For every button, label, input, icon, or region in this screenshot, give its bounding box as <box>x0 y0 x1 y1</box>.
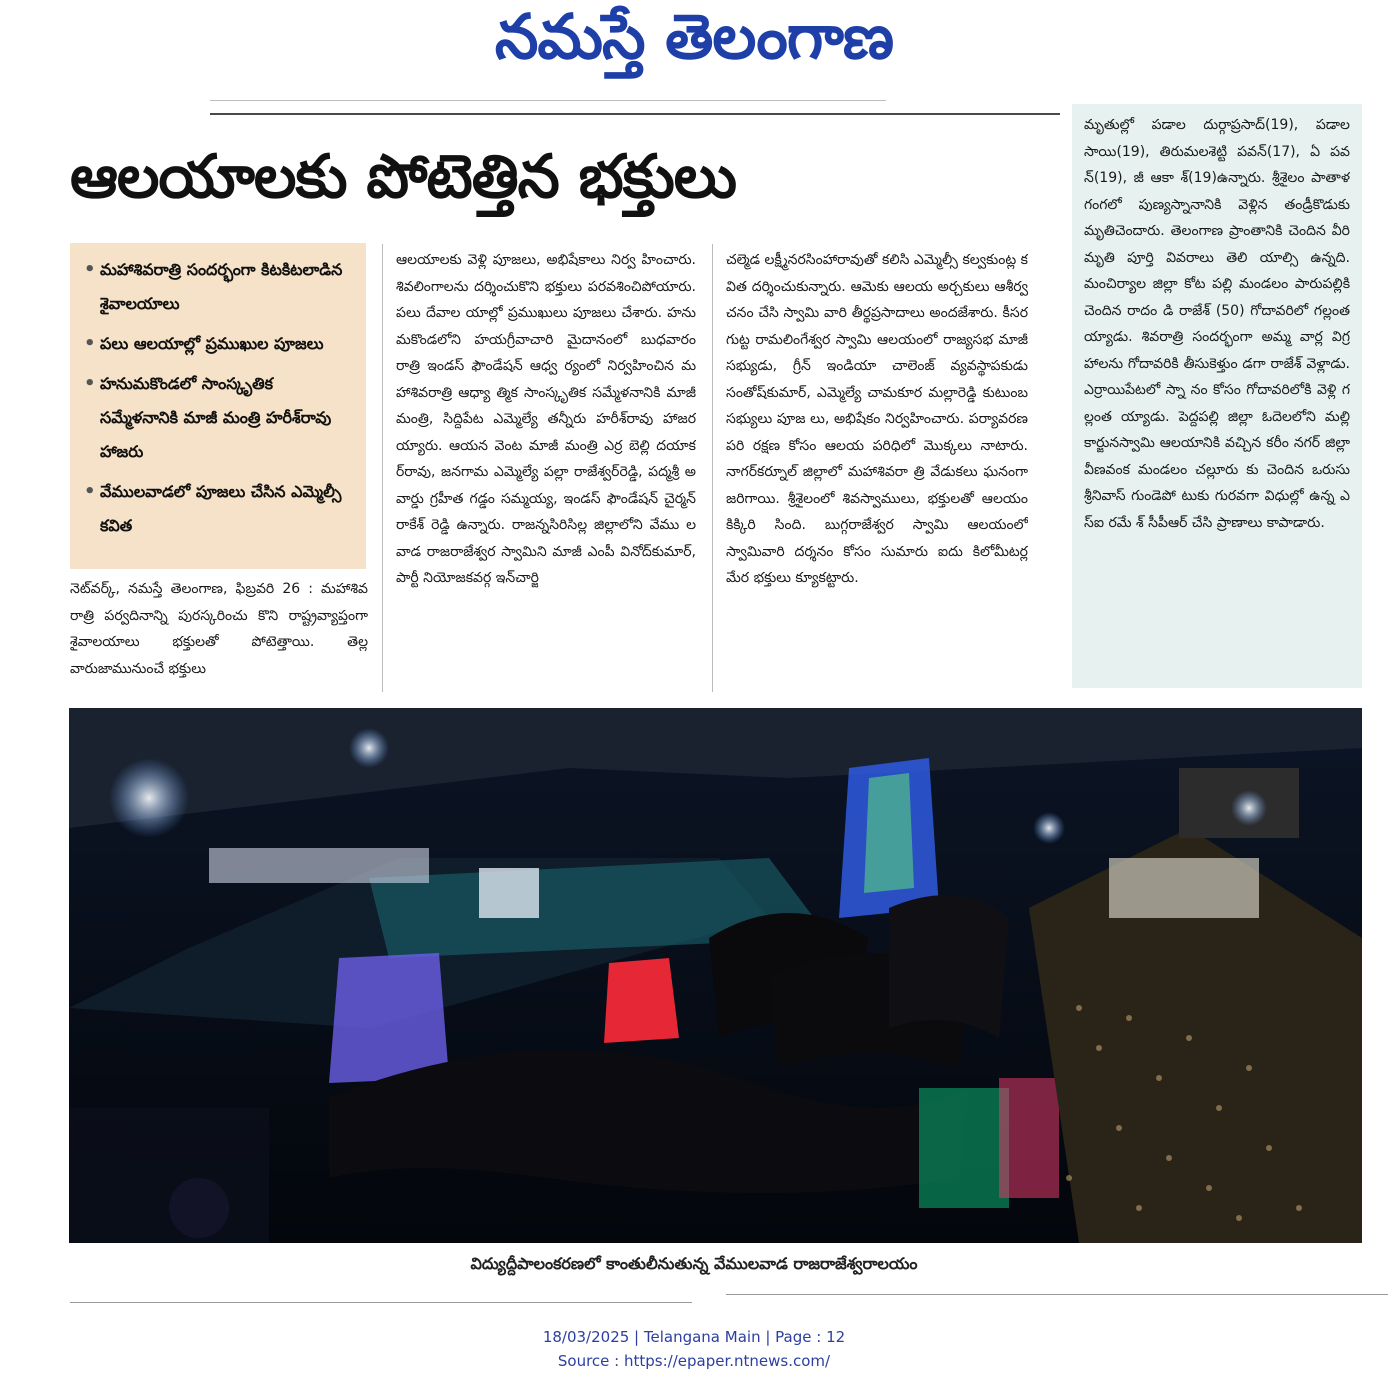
photo-caption: విద్యుద్దీపాలంకరణలో కాంతులీనుతున్న వేములవాడ రాజరాజేశ్వరాలయం <box>470 1254 918 1273</box>
article-column-2: ఆలయాలకు వెళ్లి పూజలు, అభిషేకాలు నిర్వ హించారు. శివలింగాలను దర్శించుకొని భక్తులు పరవశించిపోయారు. పలు దేవాల యాల్లో ప్రముఖులు పూజలు చేశారు. హను మకొండలోని హయగ్రీవాచారి మైదానంలో బుధవారం రాత్రి ఇండస్ ఫౌండేషన్ ఆధ్వ ర్యంలో నిర్వహించిన మహాశివరాత్రి ఆధ్యా త్మిక సాంస్కృతిక సమ్మేళనానికి మాజీ మంత్రి, సిద్దిపేట ఎమ్మెల్యే తన్నీరు హరీశ్‌రావు హాజర య్యారు. ఆయన వెంట మాజీ మంత్రి ఎర్ర బెల్లి దయాకర్‌రావు, జనగామ ఎమ్మెల్యే పల్లా రాజేశ్వర్‌రెడ్డి, పద్మశ్రీ అవార్డు గ్రహీత గడ్డం సమ్మయ్య, ఇండస్ ఫౌండేషన్ చైర్మన్ రాకేశ్ రెడ్డి ఉన్నారు. రాజన్నసిరిసిల్ల జిల్లాలోని వేము లవాడ రాజరాజేశ్వర స్వామిని మాజీ ఎంపీ వినోద్‌కుమార్, పార్టీ నియోజకవర్గ ఇన్‌చార్జి <box>396 252 696 586</box>
column-divider <box>712 244 713 692</box>
top-rule <box>210 113 1060 115</box>
bottom-rule-left <box>70 1302 692 1303</box>
temple-night-photo <box>69 708 1362 1243</box>
sidebar-box <box>1072 104 1362 688</box>
highlights-list <box>84 253 354 543</box>
sidebar-text: మృతుల్లో పడాల దుర్గాప్రసాద్(19), పడాల సాయి(19), తిరుమలశెట్టి పవన్(17), ఏ పవన్(19), జీ ఆకా శ్(19)ఉన్నారు. శ్రీశైలం పాతాళగంగలో పుణ్యస్నానానికి వెళ్లిన తండ్రీకొడుకు మృతిచెందారు. తెలంగాణ ప్రాంతానికి చెందిన వీరి మృతి పూర్తి వివరాలు తెలి యాల్సి ఉన్నది. మంచిర్యాల జిల్లా కోట పల్లి మండలం పారుపల్లికి చెందిన రాదం డి రాజేశ్ (50) గోదావరిలో గల్లంత య్యాడు. శివరాత్రి సందర్భంగా అమ్మ వార్ల విగ్రహాలను గోదావరికి తీసుకెళ్తుం డగా రాజేశ్ వెళ్లాడు. ఎర్రాయిపేటలో స్నా నం కోసం గోదావరిలోకి వెళ్లి గల్లంత య్యాడు. పెద్దపల్లి జిల్లా ఓదెలలోని మల్లి కార్జునస్వామి ఆలయానికి వచ్చిన కరీం నగర్ జిల్లా వీణవంక మండలం చల్లూరు కు చెందిన ఒరుసు శ్రీనివాస్ గుండెపో టుకు గురవగా విధుల్లో ఉన్న ఎస్ఐ రమే శ్ సీపీఆర్ చేసి ప్రాణాలు కాపాడారు. <box>1084 117 1350 531</box>
bottom-rule-right <box>726 1294 1388 1295</box>
highlight-item: • వేములవాడలో పూజలు చేసిన ఎమ్మెల్సీ కవిత <box>84 475 354 543</box>
highlight-item: • హనుమకొండలో సాంస్కృతిక సమ్మేళనానికి మాజీ మంత్రి హరీశ్‌రావు హాజరు <box>84 367 354 469</box>
temple-photo-illustration <box>69 708 1362 1243</box>
footer-date-line: 18/03/2025 | Telangana Main | Page : 12 <box>542 1328 846 1346</box>
newspaper-masthead: నమస్తే తెలంగాణ <box>494 0 894 73</box>
top-rule-dots <box>210 100 886 101</box>
column-divider <box>382 244 383 692</box>
highlights-box <box>70 243 366 569</box>
footer-source-line: Source : https://epaper.ntnews.com/ <box>557 1352 831 1370</box>
article-headline: ఆలయాలకు పోటెత్తిన భక్తులు <box>70 142 737 212</box>
article-column-1: నెట్‌వర్క్, నమస్తే తెలంగాణ, ఫిబ్రవరి 26 : మహాశివరాత్రి పర్వదినాన్ని పురస్కరించు కొని రాష్ట్రవ్యాప్తంగా శైవాలయాలు భక్తులతో పోటెత్తాయి. తెల్లవారుజామునుంచే భక్తులు <box>70 581 368 677</box>
highlight-item: • మహాశివరాత్రి సందర్భంగా కిటకిటలాడిన శైవాలయాలు <box>84 253 354 321</box>
highlight-item: • పలు ఆలయాల్లో ప్రముఖుల పూజలు <box>84 327 354 361</box>
article-column-3: చల్మెడ లక్ష్మీనరసింహారావుతో కలిసి ఎమ్మెల్సీ కల్వకుంట్ల కవిత దర్శించుకున్నారు. ఆమెకు ఆలయ అర్చకులు ఆశీర్వచనం చేసి స్వామి వారి తీర్థప్రసాదాలు అందజేశారు. కీసరగుట్ట రామలింగేశ్వర స్వామి ఆలయంలో రాజ్యసభ మాజీ సభ్యుడు, గ్రీన్ ఇండియా చాలెంజ్ వ్యవస్థాపకుడు సంతోష్‌కుమార్, ఎమ్మెల్యే చామకూర మల్లారెడ్డి కుటుంబసభ్యులు పూజ లు, అభిషేకం నిర్వహించారు. పర్యావరణ పరి రక్షణ కోసం ఆలయ పరిధిలో మొక్కలు నాటారు. నాగర్‌కర్నూల్ జిల్లాలో మహాశివరా త్రి వేడుకలు ఘనంగా జరిగాయి. శ్రీశైలంలో శివస్వాములు, భక్తులతో ఆలయం కిక్కిరి సింది. బుగ్గరాజేశ్వర స్వామి ఆలయంలో స్వామివారి దర్శనం కోసం సుమారు ఐదు కిలోమీటర్ల మేర భక్తులు క్యూకట్టారు. <box>726 252 1028 586</box>
